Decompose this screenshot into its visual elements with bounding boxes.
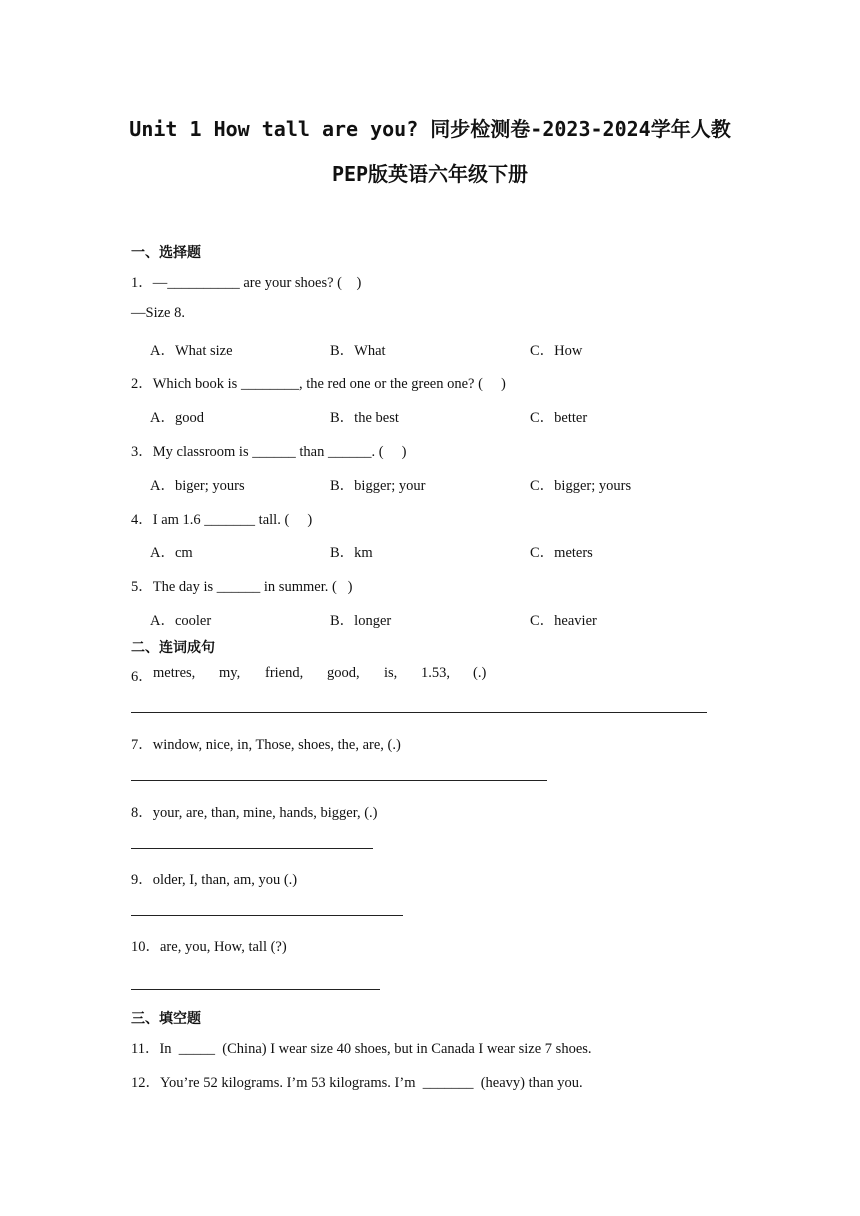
question-6-answer-line[interactable] bbox=[131, 712, 707, 713]
question-2-option-c: C．better bbox=[530, 410, 588, 426]
question-3-option-a: A．biger; yours bbox=[150, 478, 245, 494]
question-9-stem: 9．older, I, than, am, you (.) bbox=[131, 872, 298, 888]
question-6-word: 1.53, bbox=[421, 665, 450, 681]
question-2-stem: 2．Which book is ________, the red one or the green one? ( ) bbox=[131, 376, 506, 392]
question-3-option-c: C．bigger; yours bbox=[530, 478, 632, 494]
section-heading-multiple-choice: 一、选择题 bbox=[131, 245, 201, 261]
section-heading-sentence-building: 二、连词成句 bbox=[131, 640, 215, 656]
question-1-answer-line: —Size 8. bbox=[131, 305, 185, 321]
question-3-stem: 3．My classroom is ______ than ______. ( ) bbox=[131, 444, 407, 460]
question-2-option-a: A．good bbox=[150, 410, 204, 426]
question-5-option-a: A．cooler bbox=[150, 613, 212, 629]
question-12-stem: 12．You’re 52 kilograms. I’m 53 kilograms. I’m _______ (heavy) than you. bbox=[131, 1075, 583, 1091]
question-6-word-list bbox=[131, 665, 486, 686]
question-5-option-b: B．longer bbox=[330, 613, 392, 629]
question-6-word: is, bbox=[384, 665, 398, 681]
question-6-word: good, bbox=[327, 665, 360, 681]
question-7-stem: 7．window, nice, in, Those, shoes, the, are, (.) bbox=[131, 737, 401, 753]
question-5-stem: 5．The day is ______ in summer. ( ) bbox=[131, 579, 353, 595]
question-1-stem: 1．—__________ are your shoes? ( ) bbox=[131, 275, 362, 291]
question-1-option-a: A．What size bbox=[150, 343, 233, 359]
question-10-stem: 10．are, you, How, tall (?) bbox=[131, 939, 287, 955]
question-4-option-b: B．km bbox=[330, 545, 373, 561]
question-10-answer-line[interactable] bbox=[131, 989, 380, 990]
question-5-option-c: C．heavier bbox=[530, 613, 597, 629]
document-title-line-1: Unit 1 How tall are you? 同步检测卷-2023-2024学年人教 bbox=[129, 117, 731, 141]
section-heading-fill-in-blanks: 三、填空题 bbox=[131, 1011, 201, 1027]
question-11-stem: 11．In _____ (China) I wear size 40 shoes, but in Canada I wear size 7 shoes. bbox=[131, 1041, 592, 1057]
question-1-option-b: B．What bbox=[330, 343, 386, 359]
question-6-word: my, bbox=[219, 665, 241, 681]
question-4-option-c: C．meters bbox=[530, 545, 593, 561]
question-4-option-a: A．cm bbox=[150, 545, 193, 561]
question-7-answer-line[interactable] bbox=[131, 780, 547, 781]
question-6-number: 6． bbox=[131, 669, 153, 685]
question-6-word: friend, bbox=[265, 665, 304, 681]
document-title-line-2: PEP版英语六年级下册 bbox=[331, 162, 529, 186]
question-6-word: (.) bbox=[473, 665, 487, 681]
question-8-answer-line[interactable] bbox=[131, 848, 373, 849]
question-4-stem: 4．I am 1.6 _______ tall. ( ) bbox=[131, 512, 313, 528]
question-1-option-c: C．How bbox=[530, 343, 583, 359]
question-3-option-b: B．bigger; your bbox=[330, 478, 426, 494]
question-8-stem: 8．your, are, than, mine, hands, bigger, (.) bbox=[131, 805, 378, 821]
question-6-word: metres, bbox=[153, 665, 196, 681]
question-2-option-b: B．the best bbox=[330, 410, 399, 426]
question-9-answer-line[interactable] bbox=[131, 915, 403, 916]
